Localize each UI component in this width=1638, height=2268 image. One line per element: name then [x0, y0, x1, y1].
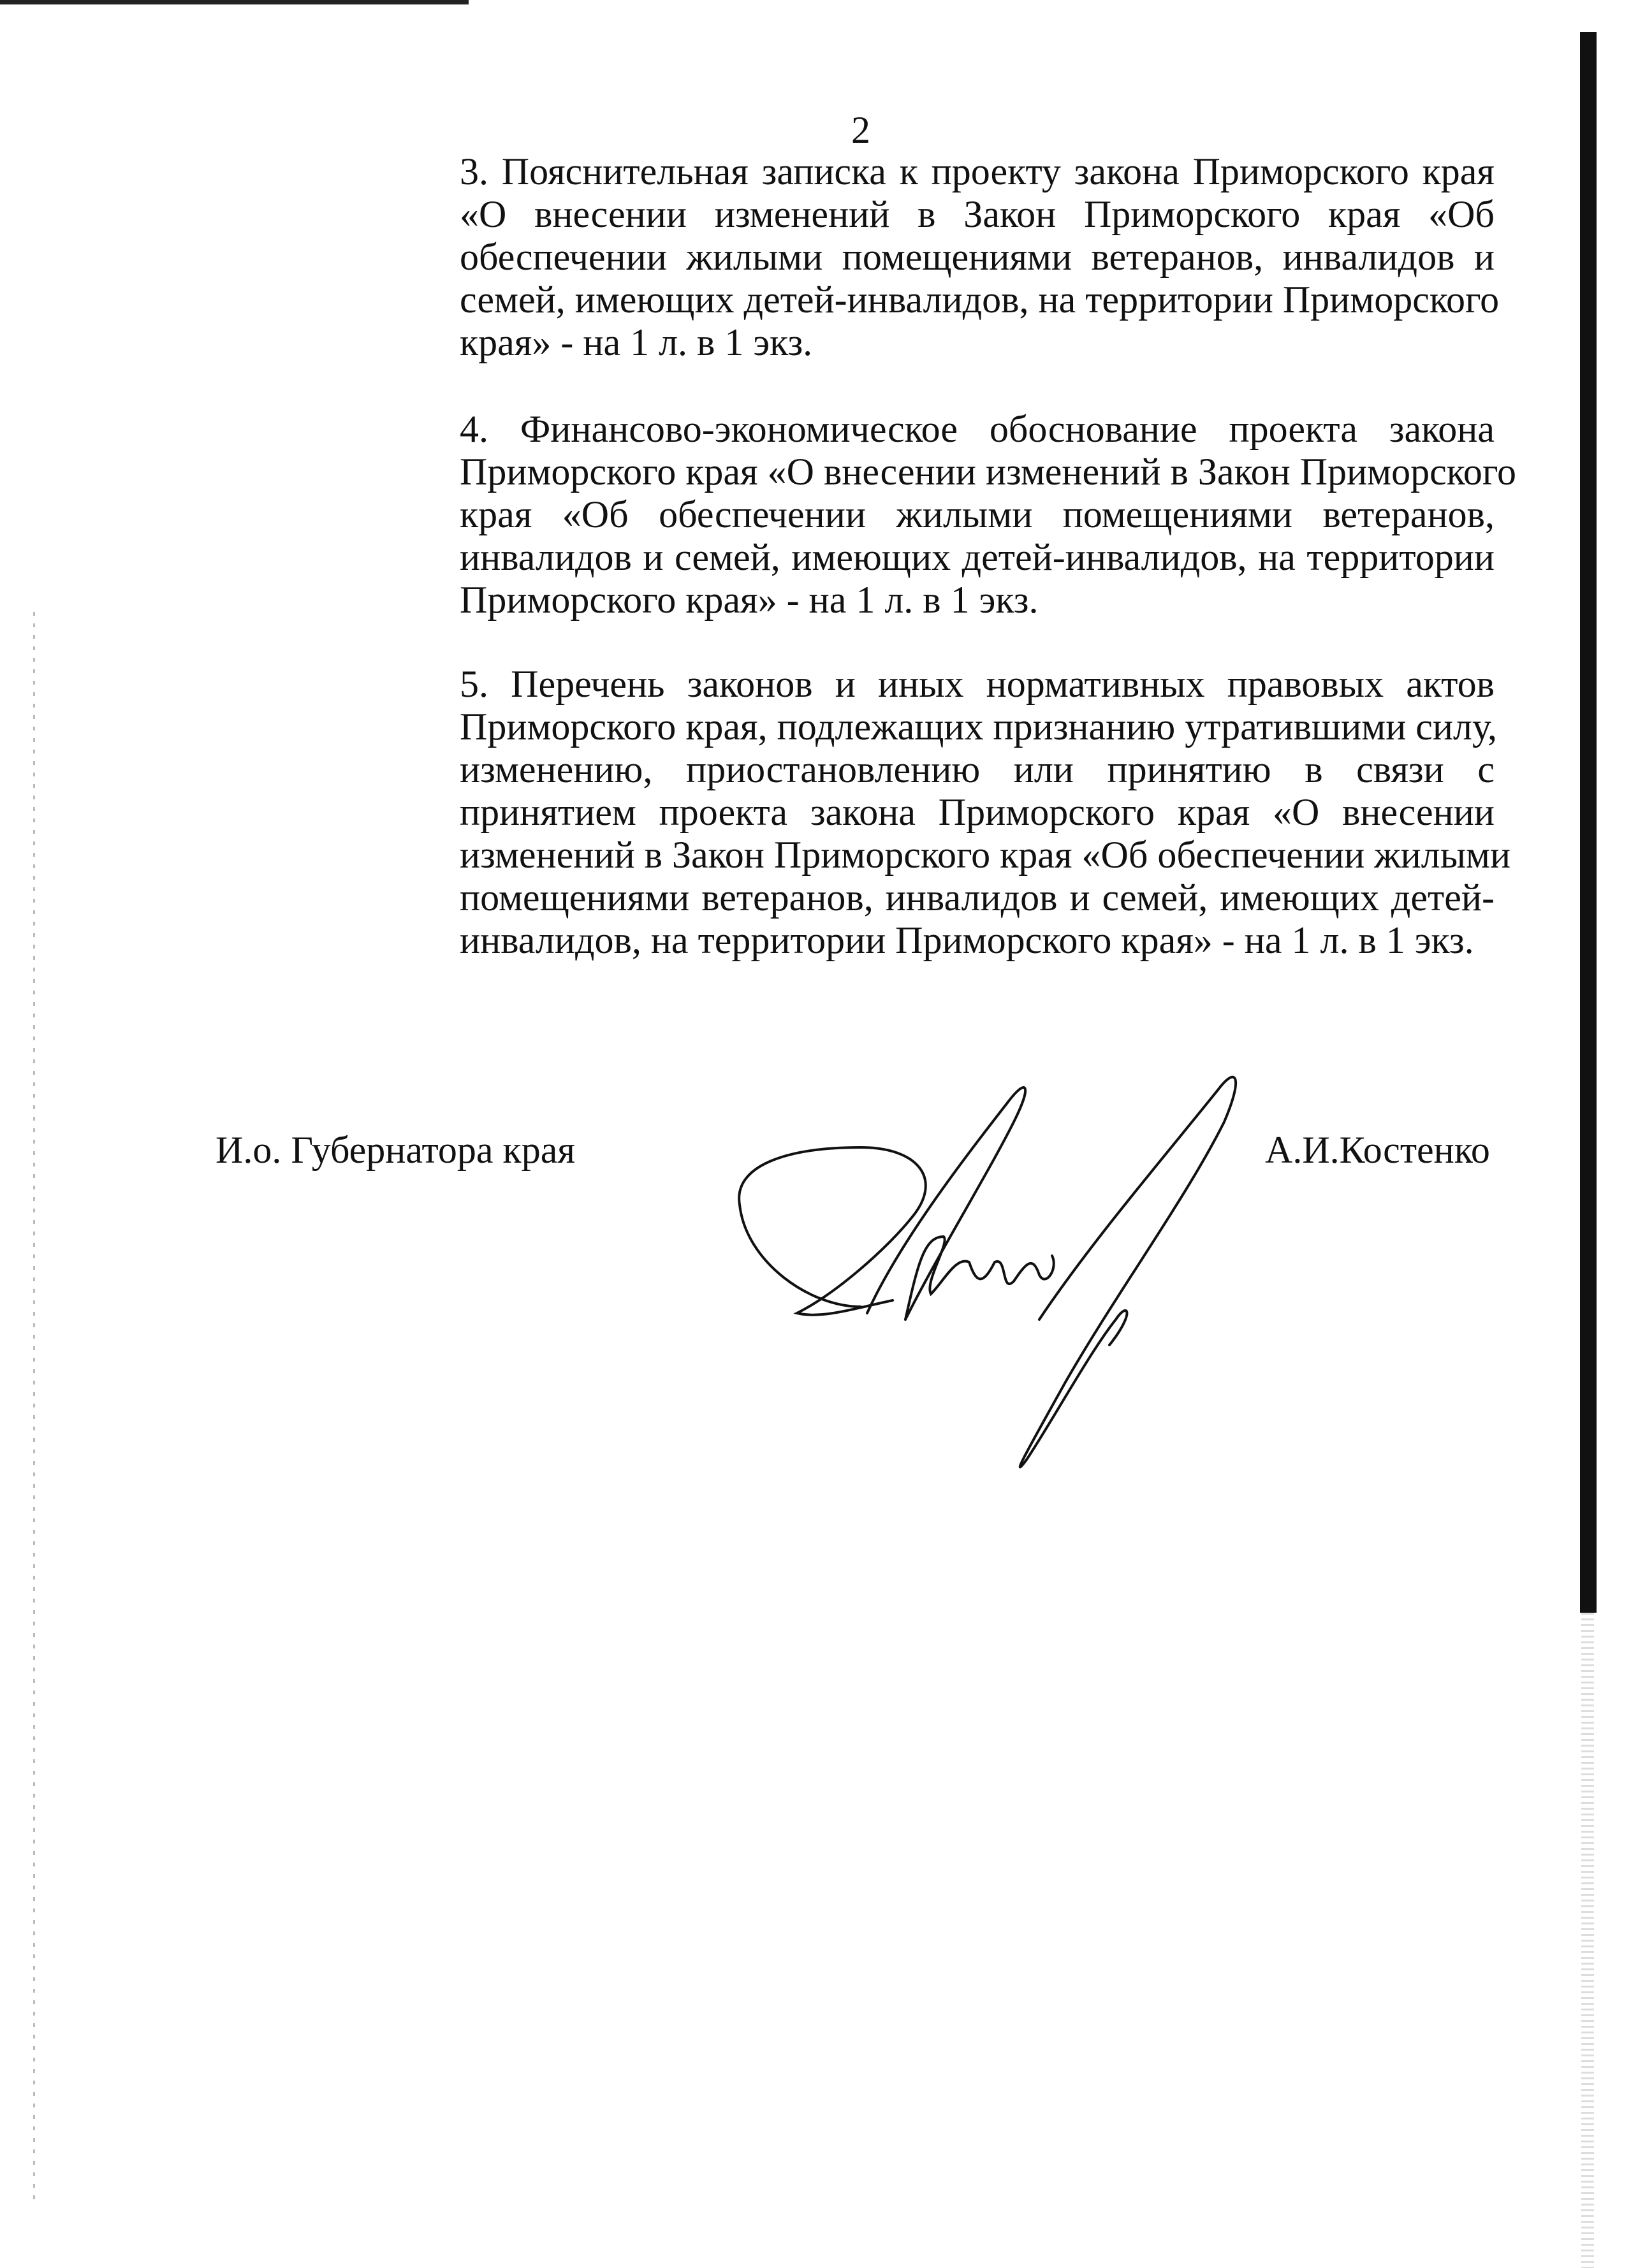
text-line: Приморского края» - на 1 л. в 1 экз. [460, 579, 1039, 621]
text-line: изменению, приостановлению или принятию в связи с [460, 748, 1495, 790]
scan-edge-noise [1581, 1613, 1594, 2268]
text-line: 3. Пояснительная записка к проекту закона Приморского края [460, 150, 1495, 193]
signatory-name: А.И.Костенко [1265, 1129, 1490, 1171]
list-item-4 [460, 408, 1516, 622]
list-item-3 [460, 150, 1500, 364]
handwritten-signature [733, 1052, 1307, 1498]
scan-edge-bar [1580, 32, 1597, 1613]
text-line: изменений в Закон Приморского края «Об обеспечении жилыми [460, 834, 1511, 876]
scan-edge-mark [33, 612, 35, 2206]
list-item-5 [460, 663, 1511, 962]
text-line: обеспечении жилыми помещениями ветеранов, инвалидов и [460, 236, 1495, 278]
text-line: инвалидов, на территории Приморского края» - на 1 л. в 1 экз. [460, 919, 1474, 961]
text-line: «О внесении изменений в Закон Приморского края «Об [460, 193, 1495, 235]
text-line: Приморского края «О внесении изменений в Закон Приморского [460, 451, 1516, 493]
page-number: 2 [851, 109, 870, 151]
text-line: края» - на 1 л. в 1 экз. [460, 321, 813, 363]
text-line: помещениями ветеранов, инвалидов и семей, имеющих детей- [460, 876, 1495, 919]
text-line: инвалидов и семей, имеющих детей-инвалидов, на территории [460, 536, 1495, 578]
text-line: 4. Финансово-экономическое обоснование проекта закона [460, 408, 1495, 450]
text-line: Приморского края, подлежащих признанию утратившими силу, [460, 706, 1497, 748]
signatory-position: И.о. Губернатора края [216, 1129, 575, 1171]
text-line: 5. Перечень законов и иных нормативных правовых актов [460, 663, 1495, 705]
text-line: принятием проекта закона Приморского края «О внесении [460, 791, 1495, 833]
text-line: края «Об обеспечении жилыми помещениями ветеранов, [460, 493, 1495, 535]
text-line: семей, имеющих детей-инвалидов, на территории Приморского [460, 279, 1500, 321]
scan-edge-line [0, 0, 469, 4]
